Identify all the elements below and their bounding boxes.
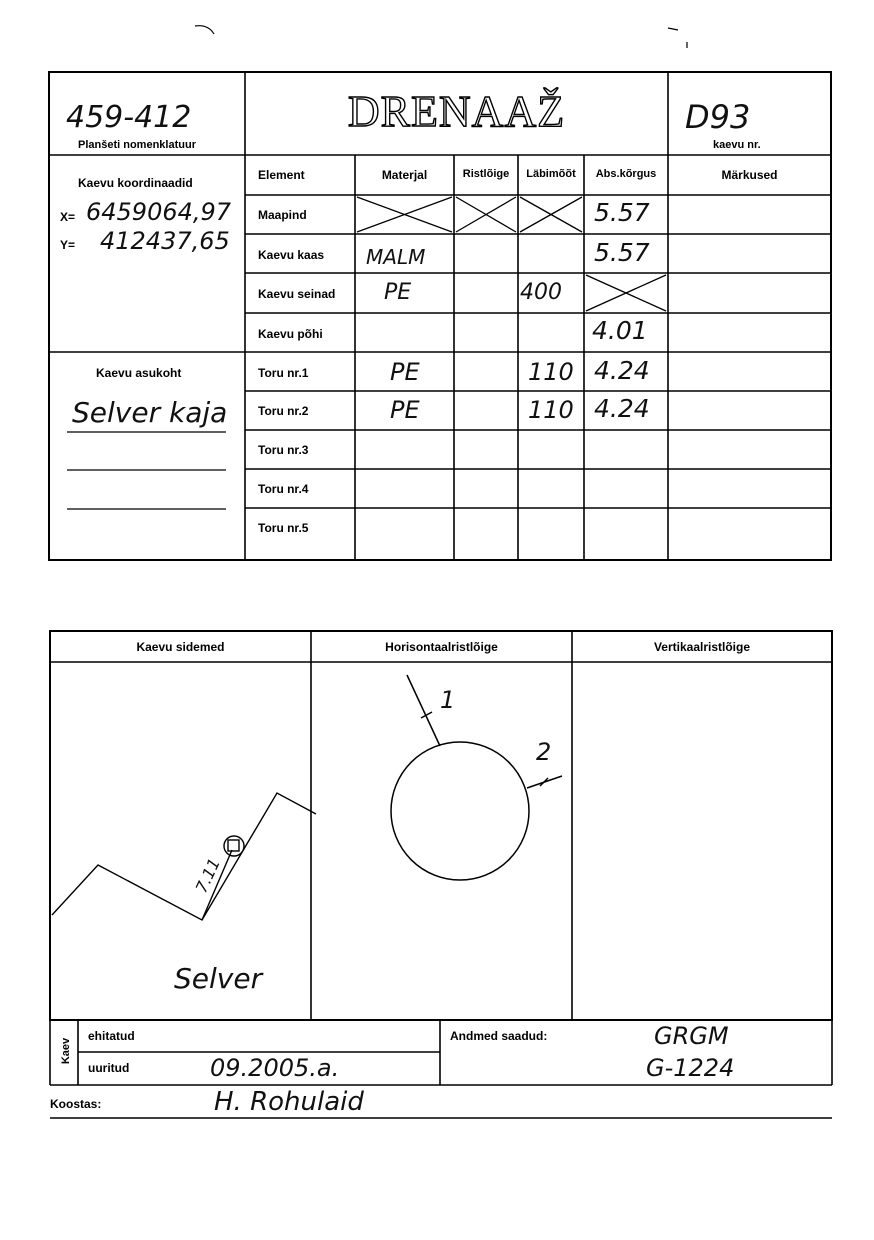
row-element: Kaevu kaas (258, 248, 325, 262)
row-element: Toru nr.3 (258, 443, 309, 457)
surveyed-label: uuritud (88, 1061, 130, 1075)
row-diameter: 110 (528, 396, 574, 424)
well-number-label: kaevu nr. (713, 139, 761, 151)
pipe2-label: 2 (536, 738, 552, 766)
col-label-well-links: Kaevu sidemed (136, 640, 225, 654)
col-header-abs-height: Abs.kõrgus (595, 168, 657, 180)
col-header-material: Materjal (381, 168, 428, 182)
y-prefix: Y= (60, 238, 76, 252)
row-material: PE (390, 358, 420, 386)
nomenclature-value: 459-412 (66, 100, 192, 135)
building-outline (52, 793, 316, 920)
row-height: 4.01 (592, 316, 648, 345)
compiled-label: Koostas: (50, 1097, 102, 1111)
data-source-value-2: G-1224 (646, 1054, 735, 1082)
compiled-value: H. Rohulaid (214, 1087, 364, 1117)
row-element: Toru nr.1 (258, 366, 309, 380)
x-coordinate-value: 6459064,97 (86, 198, 232, 226)
row-height: 4.24 (594, 356, 650, 385)
surveyed-value: 09.2005.a. (210, 1054, 340, 1082)
col-header-element: Element (258, 168, 305, 182)
built-label: ehitatud (88, 1029, 135, 1043)
row-element: Toru nr.2 (258, 404, 309, 418)
side-label: Kaev (60, 1037, 73, 1065)
building-label: Selver (174, 962, 263, 995)
col-header-notes: Märkused (721, 168, 778, 182)
row-element: Kaevu põhi (258, 327, 323, 341)
data-source-label: Andmed saadud: (450, 1029, 548, 1043)
pipe1-label: 1 (440, 686, 456, 714)
col-header-cross-section: Ristlõige (462, 168, 510, 180)
row-height: 5.57 (594, 238, 650, 267)
col-header-diameter: Läbimõõt (526, 168, 576, 180)
row-diameter: 400 (520, 280, 562, 305)
well-cross-section (391, 675, 562, 880)
y-coordinate-value: 412437,65 (100, 227, 230, 255)
link-distance-label: 7.11 (191, 855, 224, 896)
row-material: MALM (366, 245, 426, 269)
col-label-vertical-section: Vertikaalristlõige (653, 640, 751, 654)
row-height: 5.57 (594, 198, 650, 227)
row-element: Toru nr.5 (258, 521, 309, 535)
col-label-horizontal-section: Horisontaalristlõige (385, 640, 498, 654)
coordinates-label: Kaevu koordinaadid (78, 176, 193, 190)
data-source-value-1: GRGM (654, 1022, 729, 1050)
row-diameter: 110 (528, 358, 574, 386)
row-element: Toru nr.4 (258, 482, 309, 496)
row-element: Kaevu seinad (258, 287, 336, 301)
row-element: Maapind (258, 208, 307, 222)
row-height: 4.24 (594, 394, 650, 423)
well-number-value: D93 (685, 98, 751, 136)
nomenclature-label: Planšeti nomenklatuur (78, 139, 196, 151)
row-material: PE (390, 396, 420, 424)
x-prefix: X= (60, 210, 76, 224)
form-title: DRENAAŽ (347, 87, 566, 136)
row-material: PE (384, 280, 412, 305)
location-value: Selver kaja (72, 396, 228, 429)
location-label: Kaevu asukoht (96, 366, 182, 380)
